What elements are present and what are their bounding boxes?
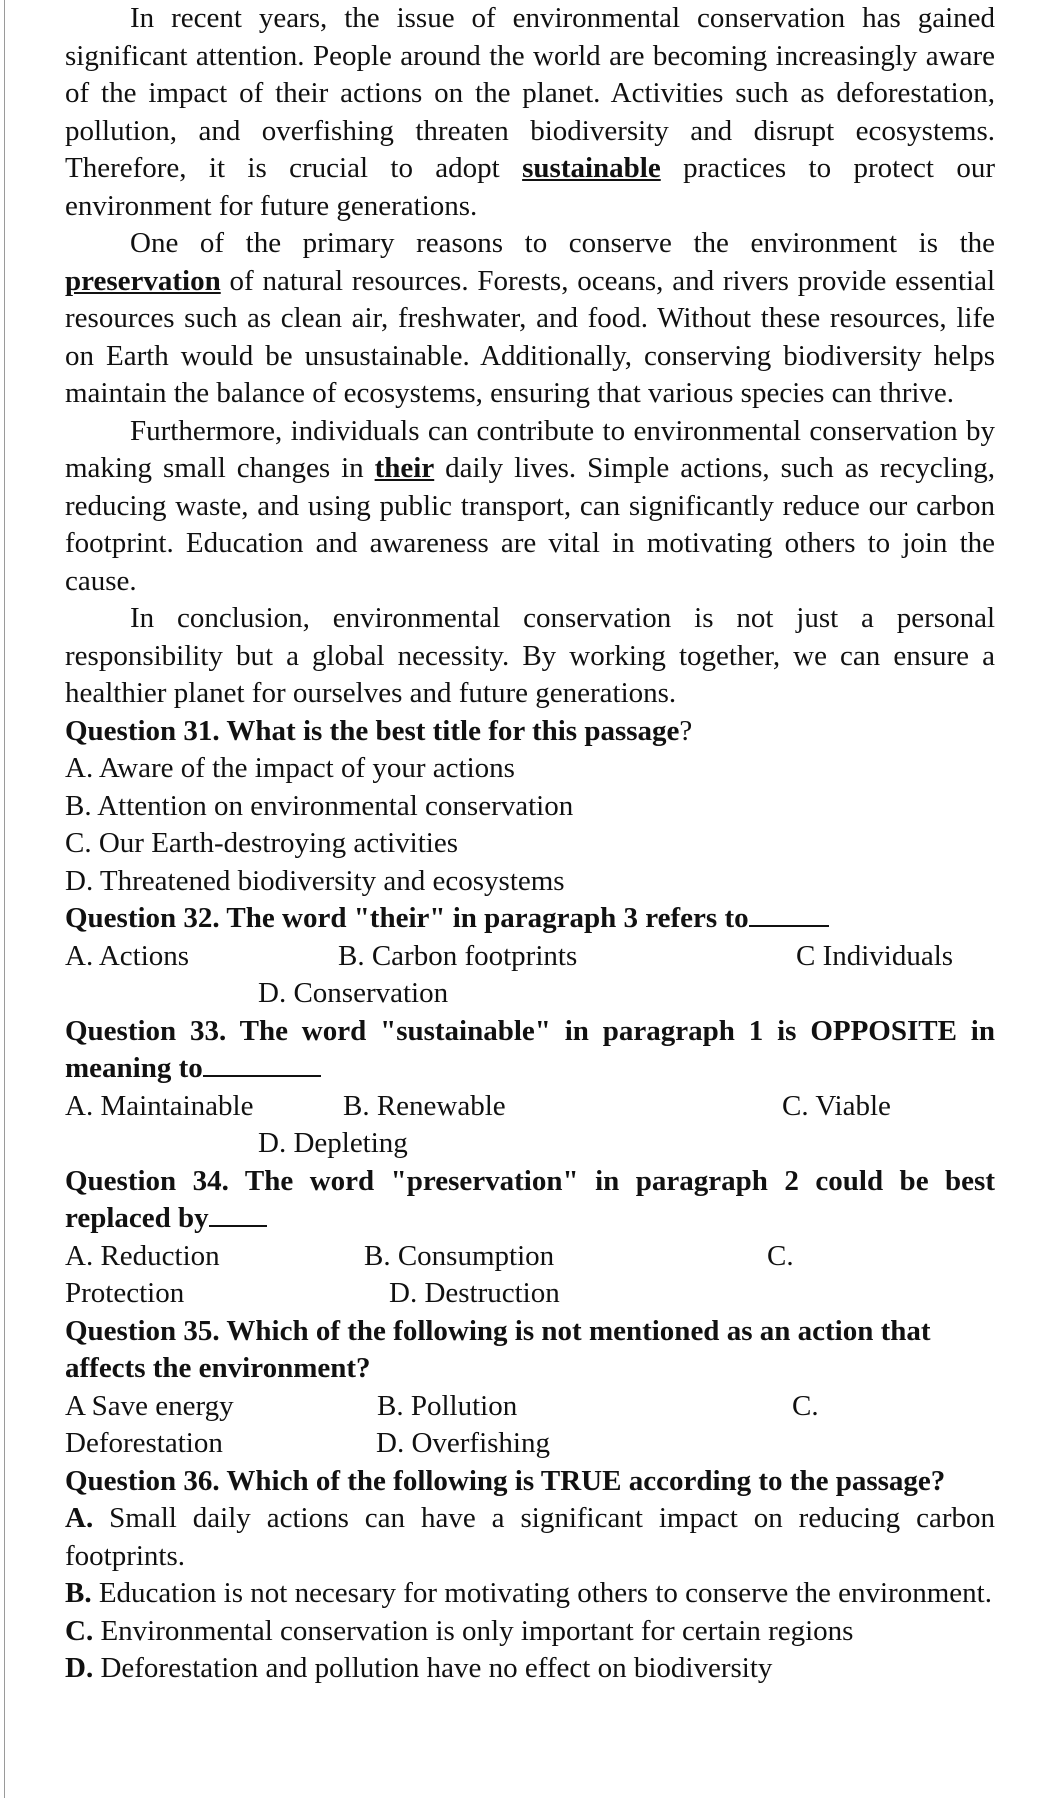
question-33-option-c: C. Viable bbox=[782, 1089, 891, 1122]
keyword-their: their bbox=[374, 452, 435, 484]
question-36-option-d: D. Deforestation and pollution have no effect on biodiversity bbox=[65, 1652, 773, 1684]
question-32-option-d: D. Conservation bbox=[258, 977, 449, 1009]
question-36-option-b: B. Education is not necesary for motivating others to conserve the environment. bbox=[65, 1577, 992, 1609]
question-35-stem: Question 35. Which of the following is not mentioned as an action that affects the environment? bbox=[65, 1314, 931, 1384]
keyword-sustainable: sustainable bbox=[522, 152, 661, 184]
question-32-options-row bbox=[65, 938, 995, 976]
passage-paragraph-4: In conclusion, environmental conservation is not just a personal responsibility but a global necessity. By working together, we can ensure a healthier planet for ourselves and future generations. bbox=[65, 602, 995, 709]
question-35-option-a: A Save energy bbox=[65, 1389, 234, 1422]
question-34-options-row bbox=[65, 1238, 995, 1276]
question-33-stem: Question 33. The word "sustainable" in paragraph 1 is OPPOSITE in meaning to bbox=[65, 1014, 995, 1084]
passage-paragraph-2: One of the primary reasons to conserve the environment is the preservation of natural resources. Forests, oceans, and rivers provide essential resources such as clean air, freshwater, and food. Without these resources, life on Earth would be unsustainable. Additionally, conserving biodiversity helps maintain the balance of ecosystems, ensuring that various species can thrive. bbox=[65, 227, 995, 409]
question-36-option-a: A. Small daily actions can have a significant impact on reducing carbon footprints. bbox=[65, 1502, 995, 1572]
question-34-option-a: A. Reduction bbox=[65, 1239, 220, 1272]
passage-paragraph-3: Furthermore, individuals can contribute to environmental conservation by making small changes in their daily lives. Simple actions, such as recycling, reducing waste, and using public transport, can significantly reduce our carbon footprint. Education and awareness are vital in motivating others to join the cause. bbox=[65, 414, 995, 597]
keyword-preservation: preservation bbox=[65, 264, 221, 297]
question-32-option-b: B. Carbon footprints bbox=[338, 939, 578, 972]
question-31-option-a: A. Aware of the impact of your actions bbox=[65, 752, 515, 784]
answer-blank bbox=[203, 1075, 321, 1077]
answer-blank bbox=[209, 1225, 267, 1227]
answer-blank bbox=[749, 925, 829, 927]
question-33-option-d: D. Depleting bbox=[258, 1127, 408, 1159]
question-34-option-c-text: Protection bbox=[65, 1277, 185, 1309]
question-34-option-b: B. Consumption bbox=[364, 1239, 555, 1272]
question-35-option-c-text: Deforestation bbox=[65, 1427, 223, 1459]
question-34-stem: Question 34. The word "preservation" in paragraph 2 could be best replaced by bbox=[65, 1164, 995, 1234]
question-32-option-a: A. Actions bbox=[65, 939, 190, 972]
question-33-option-b: B. Renewable bbox=[343, 1089, 506, 1122]
question-35-option-c: C. bbox=[792, 1389, 819, 1422]
question-31-option-d: D. Threatened biodiversity and ecosystems bbox=[65, 864, 565, 897]
question-35-option-d: D. Overfishing bbox=[376, 1427, 550, 1459]
question-35-option-b: B. Pollution bbox=[377, 1389, 518, 1422]
question-36-option-c: C. Environmental conservation is only important for certain regions bbox=[65, 1614, 854, 1647]
question-31-option-b: B. Attention on environmental conservation bbox=[65, 789, 574, 822]
question-31-stem: Question 31. What is the best title for this passage? bbox=[65, 714, 693, 747]
question-35-options-row bbox=[65, 1388, 995, 1426]
question-33-options-row bbox=[65, 1088, 995, 1126]
question-32-stem: Question 32. The word "their" in paragraph 3 refers to bbox=[65, 900, 995, 938]
question-32-option-c: C Individuals bbox=[796, 939, 954, 972]
question-31-option-c: C. Our Earth-destroying activities bbox=[65, 827, 459, 859]
question-33-option-a: A. Maintainable bbox=[65, 1089, 254, 1122]
question-36-stem: Question 36. Which of the following is TRUE according to the passage? bbox=[65, 1464, 946, 1497]
question-34-option-c: C. bbox=[767, 1239, 794, 1272]
passage-paragraph-1: In recent years, the issue of environmental conservation has gained significant attention. People around the world are becoming increasingly aware of the impact of their actions on the planet. Activities such as deforestation, pollution, and overfishing threaten biodiversity and disrupt ecosystems. Therefore, it is crucial to adopt sustainable practices to protect our environment for future generations. bbox=[65, 2, 995, 222]
question-34-option-d: D. Destruction bbox=[389, 1277, 560, 1309]
